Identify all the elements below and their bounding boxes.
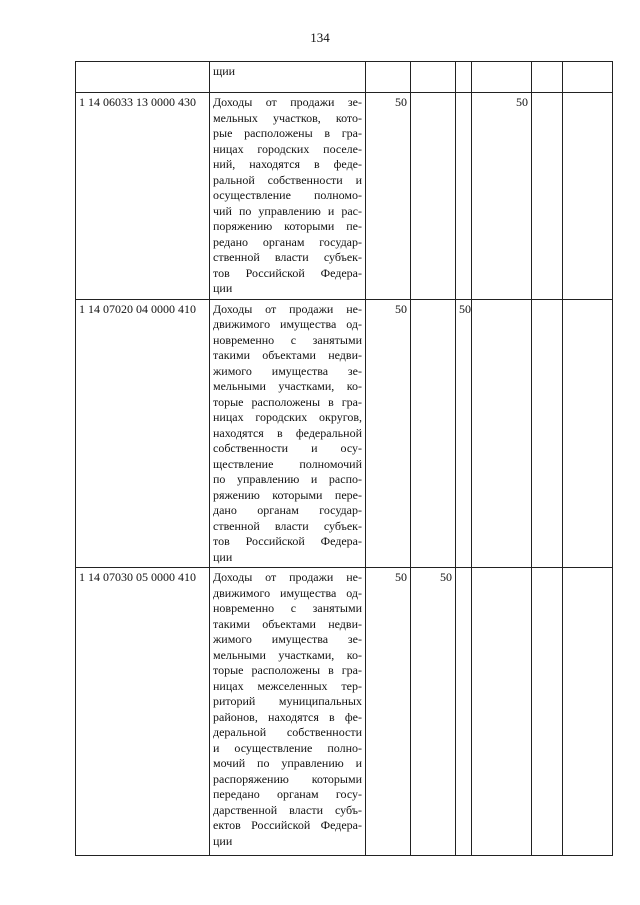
- description-line: дано органам государ-: [213, 503, 362, 517]
- value-cell-2: [411, 299, 456, 568]
- description-line: риторий муниципальных: [213, 694, 362, 708]
- value-cell-5: [532, 93, 563, 300]
- description-line: ции: [213, 833, 233, 848]
- page-number: 134: [310, 30, 330, 45]
- income-description-cell: [210, 62, 366, 93]
- description-line: осуществление полномо-: [213, 188, 362, 202]
- description-line: жимого имущества зе-: [213, 363, 362, 378]
- description-line: тов Российской Федера-: [213, 534, 362, 548]
- table-row: [76, 299, 613, 568]
- value-cell-2: 50: [411, 568, 456, 856]
- description-line: мельными участками, ко-: [213, 647, 362, 662]
- description-line: такими объектами недви-: [213, 616, 362, 631]
- table-row: [76, 568, 613, 856]
- description-line: тов Российской Федера-: [213, 265, 362, 280]
- income-description-cell: [210, 568, 366, 856]
- description-line: ции: [213, 281, 233, 295]
- description-line: ний, находятся в феде-: [213, 157, 362, 171]
- description-line: распоряжению которыми: [213, 771, 362, 786]
- value-cell-3: [456, 62, 472, 93]
- description-line: Доходы от продажи не-: [213, 570, 362, 584]
- description-line: по управлению и распо-: [213, 472, 362, 486]
- value-cell-6: [563, 568, 613, 856]
- description-line: и осуществление полно-: [213, 740, 362, 755]
- revenue-table: [75, 61, 613, 856]
- description-line: ницах межселенных тер-: [213, 678, 362, 693]
- description-line: ществление полномочий: [213, 456, 362, 471]
- description-line: движимого имущества од-: [213, 585, 362, 600]
- description-line: жимого имущества зе-: [213, 632, 362, 646]
- value-cell-1: [366, 62, 411, 93]
- description-line: ницах городских поселе-: [213, 141, 362, 156]
- value-cell-5: [532, 568, 563, 856]
- description-line: щии: [213, 64, 236, 78]
- description-line: чий по управлению и рас-: [213, 203, 362, 218]
- description-line: редано органам государ-: [213, 234, 362, 249]
- description-line: Доходы от продажи зе-: [213, 95, 362, 109]
- value-cell-4: [472, 568, 532, 856]
- value-cell-3: 50: [456, 299, 472, 568]
- description-line: новременно с занятыми: [213, 601, 362, 615]
- description-line: ектов Российской Федера-: [213, 818, 362, 832]
- table-body: [76, 62, 613, 856]
- description-line: мельных участков, кото-: [213, 110, 362, 125]
- description-line: находятся в федеральной: [213, 425, 362, 440]
- description-line: ственной власти субъек-: [213, 518, 362, 533]
- value-cell-1: 50: [366, 299, 411, 568]
- description-line: движимого имущества од-: [213, 317, 362, 331]
- description-line: передано органам госу-: [213, 787, 362, 801]
- description-line: дарственной власти субъ-: [213, 802, 362, 817]
- description-line: рые расположены в гра-: [213, 126, 362, 140]
- value-cell-5: [532, 299, 563, 568]
- value-cell-5: [532, 62, 563, 93]
- income-code-cell: 1 14 06033 13 0000 430: [76, 93, 210, 300]
- value-cell-3: [456, 568, 472, 856]
- description-line: ряжению которыми пере-: [213, 487, 362, 502]
- value-cell-6: [563, 93, 613, 300]
- value-cell-1: 50: [366, 568, 411, 856]
- value-cell-1: 50: [366, 93, 411, 300]
- table-row: [76, 93, 613, 300]
- value-cell-6: [563, 299, 613, 568]
- income-code-cell: 1 14 07030 05 0000 410: [76, 568, 210, 856]
- income-description-cell: [210, 93, 366, 300]
- description-line: Доходы от продажи не-: [213, 301, 362, 316]
- value-cell-4: 50: [472, 93, 532, 300]
- description-line: торые расположены в гра-: [213, 663, 362, 677]
- description-line: новременно с занятыми: [213, 332, 362, 347]
- income-code-cell: 1 14 07020 04 0000 410: [76, 299, 210, 568]
- description-line: мочий по управлению и: [213, 756, 362, 770]
- description-line: ции: [213, 549, 233, 564]
- description-line: поряжению которыми пе-: [213, 219, 362, 233]
- income-code-cell: [76, 62, 210, 93]
- value-cell-3: [456, 93, 472, 300]
- value-cell-6: [563, 62, 613, 93]
- description-line: такими объектами недви-: [213, 348, 362, 362]
- value-cell-4: [472, 299, 532, 568]
- description-line: районов, находятся в фе-: [213, 709, 362, 724]
- description-line: деральной собственности: [213, 725, 362, 739]
- income-description-cell: [210, 299, 366, 568]
- description-line: ственной власти субъек-: [213, 250, 362, 264]
- value-cell-4: [472, 62, 532, 93]
- description-line: торые расположены в гра-: [213, 394, 362, 409]
- description-line: ральной собственности и: [213, 172, 362, 187]
- value-cell-2: [411, 62, 456, 93]
- table-row: [76, 62, 613, 93]
- description-line: ницах городских округов,: [213, 410, 362, 424]
- description-line: собственности и осу-: [213, 441, 362, 455]
- value-cell-2: [411, 93, 456, 300]
- description-line: мельными участками, ко-: [213, 379, 362, 393]
